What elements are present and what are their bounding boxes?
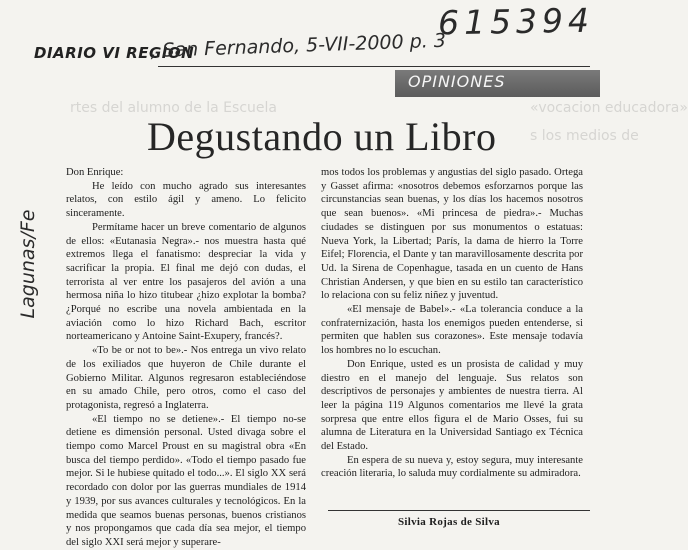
show-through-text: rtes del alumno de la Escuela <box>70 100 277 116</box>
date-underline <box>158 66 590 67</box>
article-paragraph: Permítame hacer un breve comentario de algunos de ellos: «Eutanasia Negra».- nos muestra hasta qué extremos llega el fanatismo: despreciar la vida y sacrificar la propia. El final me dejó con dudas, el terrorista al ver entre los pasajeros del avión a una hermosa niña lo hizo titubear ¿hizo explotar la bomba? ¿Porqué no escribe una novela ambientada en la aviación como lo hizo Richard Bach, escritor norteamericano y Antoine Saint-Exupery, francés?. <box>66 221 306 343</box>
article-paragraph: «El mensaje de Babel».- «La tolerancia conduce a la confraternización, hasta los enemigos pueden entenderse, si permiten que hablen sus corazones». Este mensaje todavía los hombres no lo escuchan. <box>321 304 583 357</box>
article-right-column <box>321 166 583 481</box>
archive-number: 615394 <box>437 0 595 43</box>
article-paragraph: «El tiempo no se detiene».- El tiempo no-se detiene es dimensión personal. Usted divaga sobre el tiempo como Marcel Proust en su magistral obra «En busca del tiempo perdido». «Todo el tiempo pasado fue mejor. Si le hubiese quitado el todo...». El siglo XX será recordado con dolor por las guerras mundiales de 1914 y 1939, por sus avances culturales y tecnológicos. En la medida que seamos buenas personas, buenos cristianos y nos propongamos que cada día sea mejor, el tiempo del siglo XXI será mejor y superare- <box>66 413 306 548</box>
show-through-text: s los medios de <box>530 128 639 144</box>
margin-handwritten-note: Lagunas/Fe <box>17 209 39 319</box>
article-paragraph: Don Enrique, usted es un prosista de calidad y muy diestro en el manejo del lenguaje. Sus relatos son descriptivos de personajes y ambientes de nuestra tierra. Al leer la página 119 Algunos comentarios me llevé la grata sorpresa que entre ellos figura el de Mario Osses, fui su alumna de Literatura en la Universidad Santiago ex Técnica del Estado. <box>321 358 583 453</box>
article-title: Degustando un Libro <box>147 114 497 159</box>
section-label: OPINIONES <box>408 72 506 91</box>
signature-rule <box>328 510 590 511</box>
article-left-column <box>66 166 306 550</box>
article-paragraph: En espera de su nueva y, estoy segura, muy interesante creación literaria, lo saluda muy cordialmente su admiradora. <box>321 454 583 480</box>
handwritten-date: , San Fernando, 5-VII-2000 p. 3 <box>150 29 447 62</box>
show-through-text: «vocacion educadora» <box>530 100 688 116</box>
article-paragraph: mos todos los problemas y angustias del siglo pasado. Ortega y Gasset afirma: «nosotros debemos esforzarnos porque las circunstancias sean buenas, y los días los hacemos nosotros que sean buenos». «Mi princesa de piedra».- Muchas ciudades se distinguen por sus monumentos o estatuas: Nueva York, la Libertad; París, la dama de hierro la Torre Eifel; Florencia, el Dante y tan maravillosamente descrita por Ud. la Sirena de Copenhague, tasada en un cuento de Hans Christian Andersen, y que bien en su estilo tan característico lo relaciona con su feliz niñez y juventud. <box>321 167 583 302</box>
article-greeting: Don Enrique: <box>66 167 124 178</box>
article-paragraph: «To be or not to be».- Nos entrega un vivo relato de los exiliados que huyeron de Chile durante el Gobierno Militar. Algunos regresaron estableciéndose en su amado Chile, pero otros, como el caso del protagonista, regresó a Inglaterra. <box>66 345 306 411</box>
article-paragraph: He leído con mucho agrado sus interesantes relatos, con estilo ágil y ameno. Lo felicito sinceramente. <box>66 180 306 220</box>
newspaper-name: DIARIO VI REGION <box>34 44 195 62</box>
author-signature: Silvia Rojas de Silva <box>398 516 500 528</box>
